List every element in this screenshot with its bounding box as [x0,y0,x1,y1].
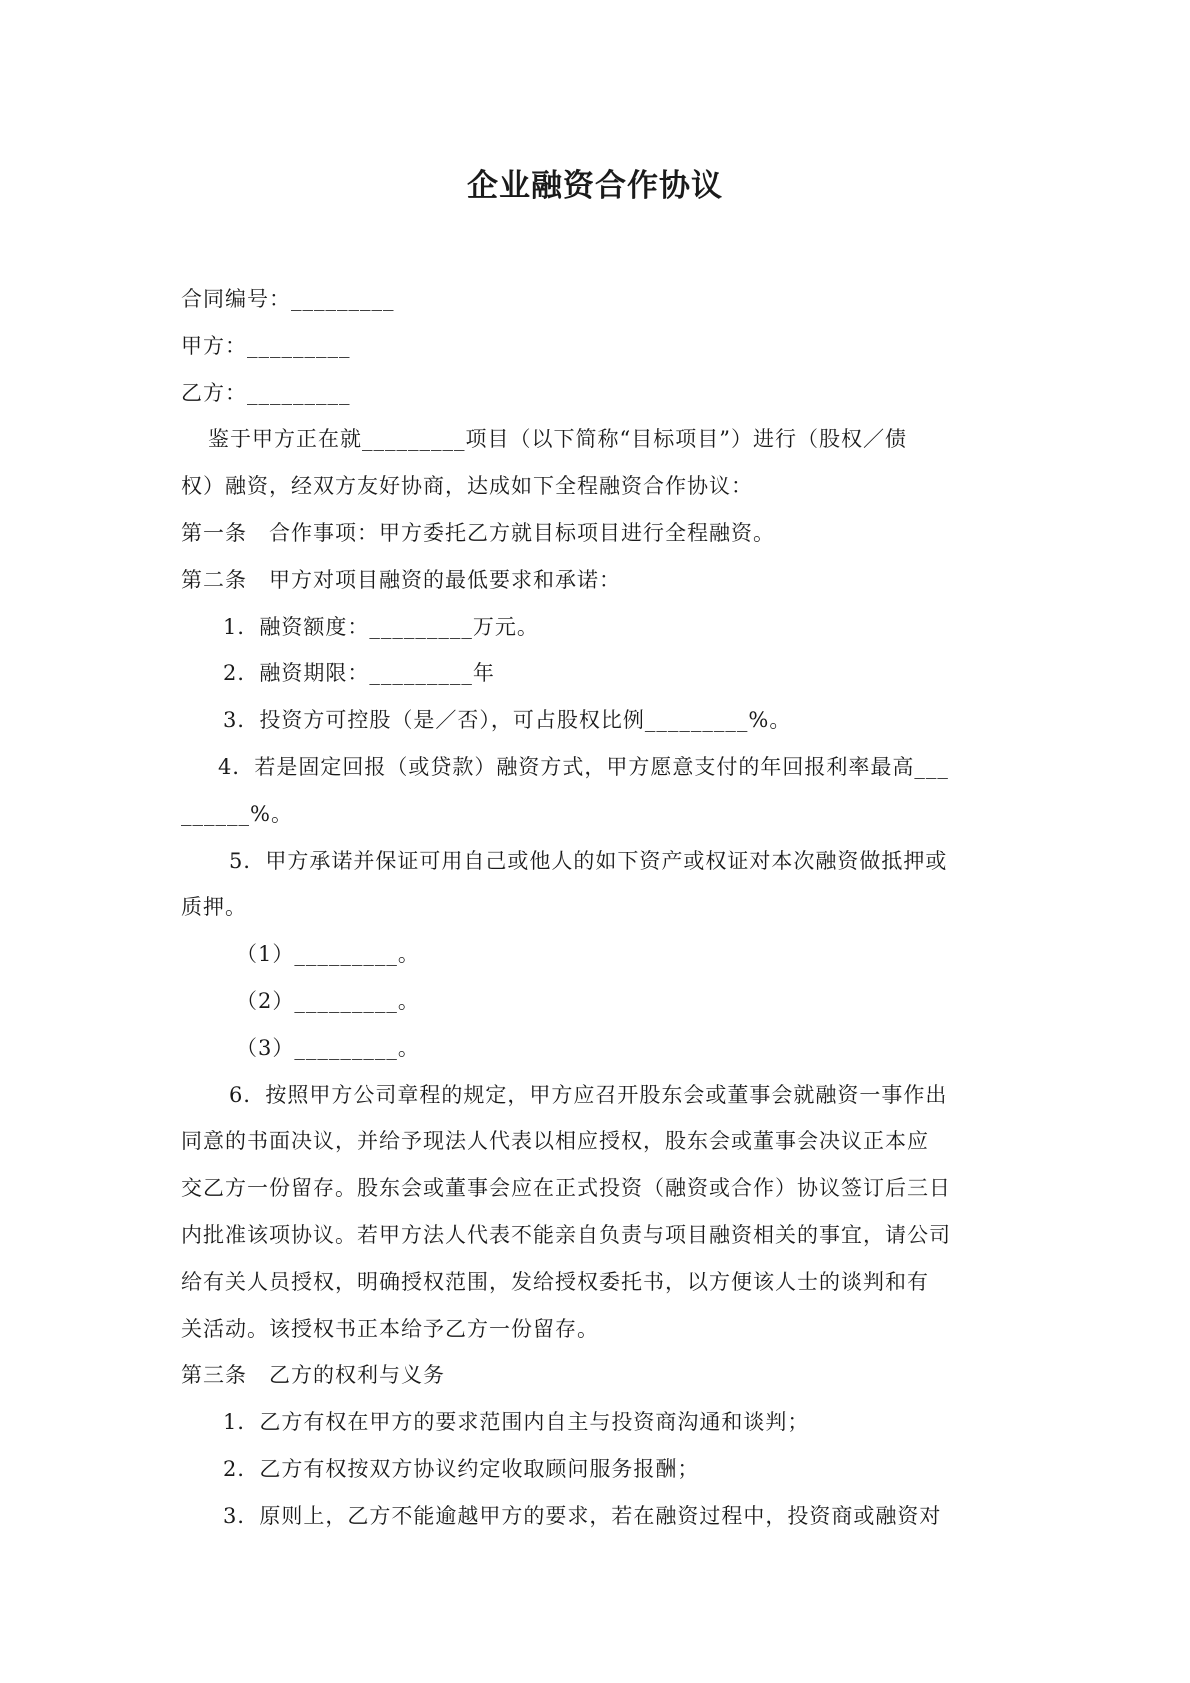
article-1: 第一条 合作事项：甲方委托乙方就目标项目进行全程融资。 [181,520,775,545]
document-title: 企业融资合作协议 [467,168,723,204]
party-b-line: 乙方：_________ [181,380,351,405]
article-2-item-1: 1．融资额度：_________万元。 [223,614,539,639]
article-2-item-3: 3．投资方可控股（是／否），可占股权比例_________%。 [223,708,792,733]
article-2-item-5-line-1: 5．甲方承诺并保证可用自己或他人的如下资产或权证对本次融资做抵押或 [229,848,948,873]
article-2-item-4-line-2: ______%。 [181,801,293,826]
preamble-line-1: 鉴于甲方正在就_________项目（以下简称“目标项目”）进行（股权／债 [208,427,907,452]
article-3-heading: 第三条 乙方的权利与义务 [181,1363,445,1388]
article-2-item-4-line-1: 4．若是固定回报（或贷款）融资方式，甲方愿意支付的年回报利率最高___ [218,754,949,779]
article-3-item-3: 3．原则上，乙方不能逾越甲方的要求，若在融资过程中，投资商或融资对 [223,1503,942,1528]
collateral-item-2: （2）_________。 [236,988,420,1013]
article-2-item-2: 2．融资期限：_________年 [223,661,495,686]
document-body [181,276,1011,1540]
article-2-item-6-line-5: 给有关人员授权，明确授权范围，发给授权委托书，以方便该人士的谈判和有 [181,1269,929,1294]
article-3-item-2: 2．乙方有权按双方协议约定收取顾问服务报酬； [223,1456,700,1481]
collateral-item-1: （1）_________。 [236,942,420,967]
contract-number-line: 合同编号：_________ [181,287,395,311]
article-2-item-6-line-3: 交乙方一份留存。股东会或董事会应在正式投资（融资或合作）协议签订后三日 [181,1176,951,1201]
article-2-heading: 第二条 甲方对项目融资的最低要求和承诺： [181,567,621,592]
article-2-item-6-line-4: 内批准该项协议。若甲方法人代表不能亲自负责与项目融资相关的事宜，请公司 [181,1222,951,1247]
article-3-item-1: 1．乙方有权在甲方的要求范围内自主与投资商沟通和谈判； [223,1410,810,1435]
article-2-item-5-line-2: 质押。 [181,895,247,920]
article-2-item-6-line-2: 同意的书面决议，并给予现法人代表以相应授权，股东会或董事会决议正本应 [181,1129,929,1154]
collateral-item-3: （3）_________。 [236,1035,420,1060]
preamble-line-2: 权）融资，经双方友好协商，达成如下全程融资合作协议： [181,474,753,499]
party-a-line: 甲方：_________ [181,333,351,358]
article-2-item-6-line-1: 6．按照甲方公司章程的规定，甲方应召开股东会或董事会就融资一事作出 [229,1082,948,1107]
article-2-item-6-line-6: 关活动。该授权书正本给予乙方一份留存。 [181,1316,599,1341]
